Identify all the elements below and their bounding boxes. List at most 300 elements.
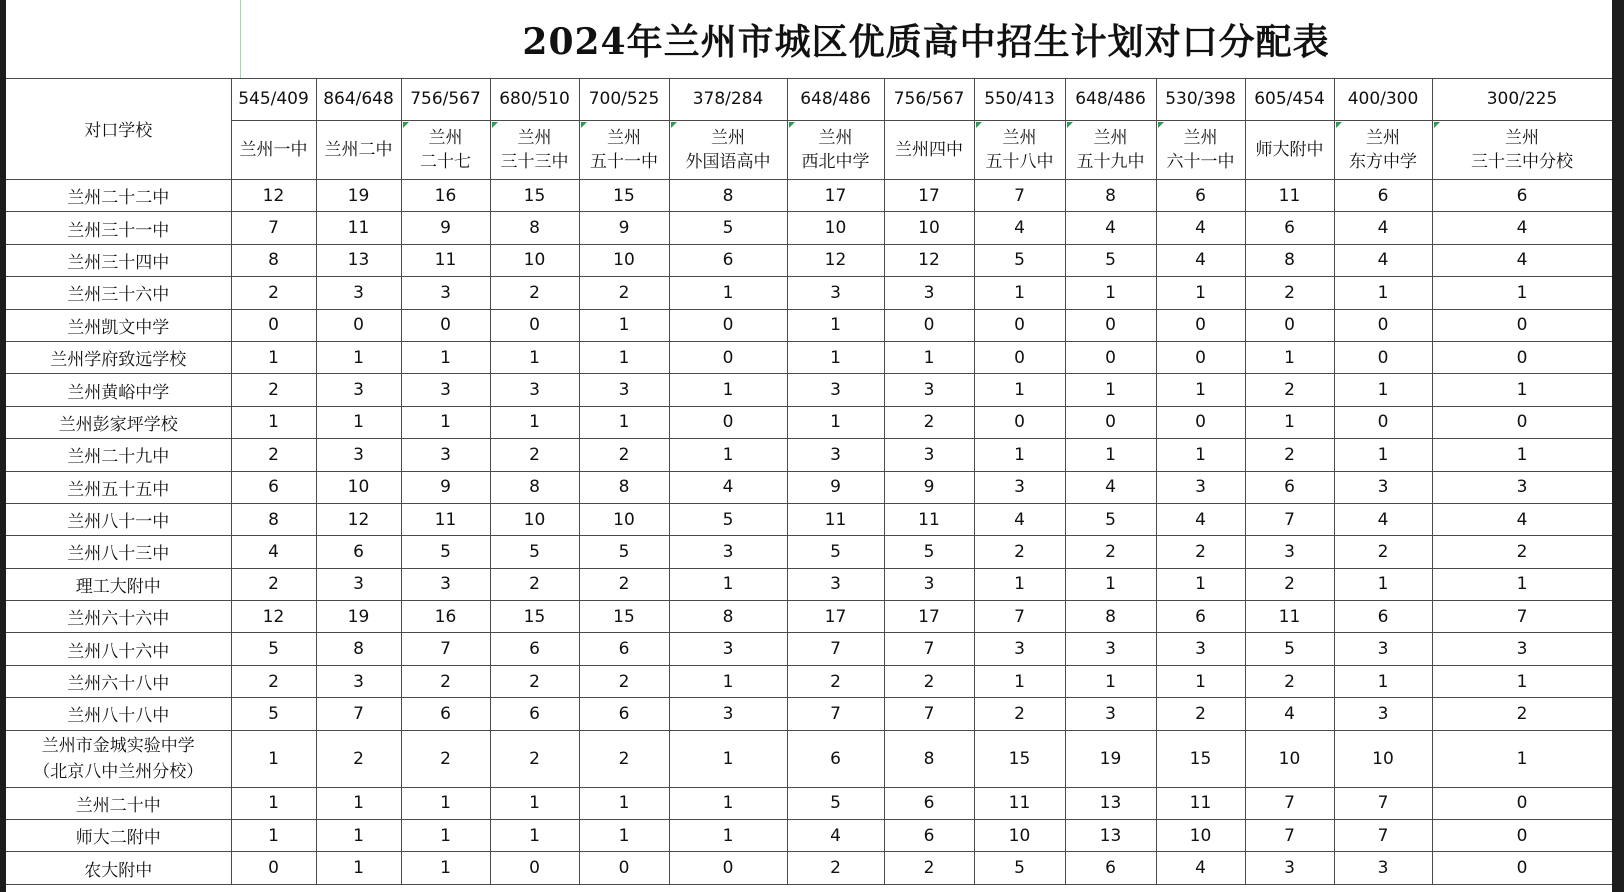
quota-cell[interactable]: 9: [579, 212, 669, 244]
quota-cell[interactable]: 0: [974, 309, 1065, 341]
quota-cell[interactable]: 4: [1432, 503, 1612, 535]
quota-cell[interactable]: 11: [401, 503, 490, 535]
quota-cell[interactable]: 17: [787, 180, 884, 212]
quota-cell[interactable]: 0: [1432, 406, 1612, 438]
quota-cell[interactable]: 5: [974, 852, 1065, 884]
quota-cell[interactable]: 0: [669, 852, 787, 884]
school-name-cell[interactable]: 兰州彭家坪学校: [6, 406, 231, 438]
school-name-header-cell[interactable]: [669, 121, 787, 180]
quota-cell[interactable]: 12: [884, 244, 974, 276]
quota-cell[interactable]: 10: [490, 503, 579, 535]
quota-cell[interactable]: 6: [1245, 471, 1334, 503]
quota-cell[interactable]: 5: [231, 698, 316, 730]
quota-cell[interactable]: 0: [401, 309, 490, 341]
quota-cell[interactable]: 3: [401, 374, 490, 406]
school-name-cell[interactable]: 兰州二十二中: [6, 180, 231, 212]
quota-cell[interactable]: 0: [1334, 406, 1432, 438]
quota-cell[interactable]: 3: [787, 568, 884, 600]
quota-cell[interactable]: 3: [316, 277, 401, 309]
quota-cell[interactable]: 3: [1156, 471, 1245, 503]
quota-cell[interactable]: 6: [1245, 212, 1334, 244]
quota-cell[interactable]: 4: [1432, 212, 1612, 244]
quota-cell[interactable]: 3: [1065, 633, 1156, 665]
quota-cell[interactable]: 3: [1245, 852, 1334, 884]
corner-header[interactable]: 对口学校: [6, 78, 231, 180]
quota-cell[interactable]: 1: [579, 787, 669, 819]
quota-cell[interactable]: 1: [1065, 277, 1156, 309]
school-name-cell[interactable]: 兰州三十四中: [6, 244, 231, 276]
quota-cell[interactable]: 6: [490, 698, 579, 730]
quota-cell[interactable]: 0: [1065, 309, 1156, 341]
quota-cell[interactable]: 4: [1334, 244, 1432, 276]
quota-cell[interactable]: 1: [1065, 665, 1156, 697]
quota-cell[interactable]: 10: [884, 212, 974, 244]
quota-cell[interactable]: 5: [579, 536, 669, 568]
quota-cell[interactable]: 10: [579, 244, 669, 276]
quota-cell[interactable]: 0: [1334, 309, 1432, 341]
quota-cell[interactable]: 5: [669, 503, 787, 535]
quota-cell[interactable]: 1: [490, 820, 579, 852]
quota-cell[interactable]: 2: [316, 730, 401, 787]
school-name-cell[interactable]: [6, 730, 231, 787]
quota-cell[interactable]: 1: [316, 341, 401, 373]
school-name-cell[interactable]: 兰州八十一中: [6, 503, 231, 535]
school-name-header-cell[interactable]: [1156, 121, 1245, 180]
quota-cell[interactable]: 1: [669, 665, 787, 697]
quota-cell[interactable]: 9: [884, 471, 974, 503]
quota-cell[interactable]: 1: [231, 787, 316, 819]
quota-cell[interactable]: 1: [1334, 568, 1432, 600]
quota-cell[interactable]: 13: [1065, 820, 1156, 852]
quota-cell[interactable]: 1: [1432, 439, 1612, 471]
quota-cell[interactable]: 1: [1156, 568, 1245, 600]
quota-cell[interactable]: 3: [669, 536, 787, 568]
quota-cell[interactable]: 8: [579, 471, 669, 503]
school-name-header-cell[interactable]: [974, 121, 1065, 180]
school-name-header-cell[interactable]: [1245, 121, 1334, 180]
quota-cell[interactable]: 7: [1334, 787, 1432, 819]
quota-cell[interactable]: 0: [1432, 820, 1612, 852]
quota-cell[interactable]: 11: [787, 503, 884, 535]
quota-cell[interactable]: 3: [1065, 698, 1156, 730]
quota-cell[interactable]: 7: [884, 698, 974, 730]
quota-cell[interactable]: 11: [401, 244, 490, 276]
quota-cell[interactable]: 2: [884, 852, 974, 884]
quota-cell[interactable]: 2: [974, 698, 1065, 730]
quota-cell[interactable]: 2: [884, 406, 974, 438]
quota-cell[interactable]: 3: [316, 439, 401, 471]
quota-cell[interactable]: 3: [1334, 471, 1432, 503]
quota-cell[interactable]: 3: [669, 633, 787, 665]
quota-cell[interactable]: 11: [1245, 180, 1334, 212]
quota-cell[interactable]: 8: [884, 730, 974, 787]
quota-cell[interactable]: 0: [231, 309, 316, 341]
school-name-cell[interactable]: 师大二附中: [6, 820, 231, 852]
quota-cell[interactable]: 4: [1156, 212, 1245, 244]
quota-cell[interactable]: 3: [787, 439, 884, 471]
quota-cell[interactable]: 17: [884, 180, 974, 212]
quota-cell[interactable]: 0: [1432, 309, 1612, 341]
quota-cell[interactable]: 6: [1065, 852, 1156, 884]
quota-cell[interactable]: 8: [316, 633, 401, 665]
quota-cell[interactable]: 17: [884, 601, 974, 633]
quota-cell[interactable]: 2: [1245, 439, 1334, 471]
quota-cell[interactable]: 4: [1334, 503, 1432, 535]
quota-cell[interactable]: 10: [1156, 820, 1245, 852]
quota-cell[interactable]: 9: [401, 471, 490, 503]
quota-cell[interactable]: 7: [1432, 601, 1612, 633]
quota-cell[interactable]: 9: [787, 471, 884, 503]
quota-cell[interactable]: 1: [1432, 730, 1612, 787]
quota-cell[interactable]: 5: [231, 633, 316, 665]
quota-cell[interactable]: 0: [490, 309, 579, 341]
quota-cell[interactable]: 6: [579, 633, 669, 665]
quota-cell[interactable]: 3: [1245, 536, 1334, 568]
quota-cell[interactable]: 4: [1432, 244, 1612, 276]
quota-cell[interactable]: 1: [974, 374, 1065, 406]
quota-cell[interactable]: 2: [1334, 536, 1432, 568]
quota-cell[interactable]: 0: [1156, 309, 1245, 341]
quota-cell[interactable]: 12: [316, 503, 401, 535]
quota-cell[interactable]: 1: [401, 406, 490, 438]
quota-cell[interactable]: 3: [401, 439, 490, 471]
quota-cell[interactable]: 1: [1245, 341, 1334, 373]
quota-cell[interactable]: 1: [1065, 439, 1156, 471]
quota-cell[interactable]: 3: [669, 698, 787, 730]
quota-cell[interactable]: 7: [787, 698, 884, 730]
quota-cell[interactable]: 19: [1065, 730, 1156, 787]
quota-cell[interactable]: 9: [401, 212, 490, 244]
quota-cell[interactable]: 12: [231, 180, 316, 212]
quota-cell[interactable]: 10: [490, 244, 579, 276]
quota-cell[interactable]: 7: [1245, 787, 1334, 819]
ratio-header-cell[interactable]: 864/648: [316, 78, 401, 121]
quota-cell[interactable]: 4: [231, 536, 316, 568]
quota-cell[interactable]: 5: [974, 244, 1065, 276]
quota-cell[interactable]: 3: [787, 374, 884, 406]
quota-cell[interactable]: 2: [1432, 698, 1612, 730]
quota-cell[interactable]: 8: [231, 244, 316, 276]
quota-cell[interactable]: 0: [974, 341, 1065, 373]
school-name-cell[interactable]: 兰州学府致远学校: [6, 341, 231, 373]
quota-cell[interactable]: 11: [316, 212, 401, 244]
quota-cell[interactable]: 3: [1432, 471, 1612, 503]
quota-cell[interactable]: 0: [1156, 406, 1245, 438]
quota-cell[interactable]: 1: [231, 820, 316, 852]
school-name-cell[interactable]: 农大附中: [6, 852, 231, 884]
quota-cell[interactable]: 4: [1065, 212, 1156, 244]
quota-cell[interactable]: 1: [1156, 374, 1245, 406]
quota-cell[interactable]: 3: [1334, 633, 1432, 665]
quota-cell[interactable]: 0: [231, 852, 316, 884]
quota-cell[interactable]: 4: [974, 503, 1065, 535]
ratio-header-cell[interactable]: 756/567: [884, 78, 974, 121]
quota-cell[interactable]: 2: [1156, 698, 1245, 730]
quota-cell[interactable]: 3: [974, 471, 1065, 503]
quota-cell[interactable]: 8: [1245, 244, 1334, 276]
quota-cell[interactable]: 2: [401, 665, 490, 697]
quota-cell[interactable]: 0: [579, 852, 669, 884]
quota-cell[interactable]: 1: [974, 439, 1065, 471]
quota-cell[interactable]: 4: [787, 820, 884, 852]
quota-cell[interactable]: 2: [231, 374, 316, 406]
quota-cell[interactable]: 1: [669, 277, 787, 309]
quota-cell[interactable]: 0: [1156, 341, 1245, 373]
school-name-cell[interactable]: 兰州八十六中: [6, 633, 231, 665]
quota-cell[interactable]: 2: [231, 568, 316, 600]
quota-cell[interactable]: 4: [1156, 503, 1245, 535]
ratio-header-cell[interactable]: 530/398: [1156, 78, 1245, 121]
quota-cell[interactable]: 1: [1334, 374, 1432, 406]
quota-cell[interactable]: 2: [787, 852, 884, 884]
ratio-header-cell[interactable]: 605/454: [1245, 78, 1334, 121]
quota-cell[interactable]: 1: [401, 852, 490, 884]
quota-cell[interactable]: 2: [1432, 536, 1612, 568]
quota-cell[interactable]: 5: [1065, 244, 1156, 276]
table-title[interactable]: 2024年兰州市城区优质高中招生计划对口分配表: [522, 20, 1330, 63]
quota-cell[interactable]: 3: [490, 374, 579, 406]
quota-cell[interactable]: 15: [579, 180, 669, 212]
quota-cell[interactable]: 3: [884, 568, 974, 600]
quota-cell[interactable]: 0: [1432, 341, 1612, 373]
quota-cell[interactable]: 11: [1156, 787, 1245, 819]
quota-cell[interactable]: 2: [1156, 536, 1245, 568]
quota-cell[interactable]: 2: [490, 439, 579, 471]
quota-cell[interactable]: 8: [669, 601, 787, 633]
quota-cell[interactable]: 0: [669, 309, 787, 341]
quota-cell[interactable]: 7: [1245, 820, 1334, 852]
quota-cell[interactable]: 2: [579, 439, 669, 471]
quota-cell[interactable]: 11: [1245, 601, 1334, 633]
quota-cell[interactable]: 2: [490, 277, 579, 309]
quota-cell[interactable]: 2: [490, 665, 579, 697]
quota-cell[interactable]: 8: [1065, 601, 1156, 633]
quota-cell[interactable]: 10: [579, 503, 669, 535]
quota-cell[interactable]: 4: [1065, 471, 1156, 503]
quota-cell[interactable]: 6: [1432, 180, 1612, 212]
quota-cell[interactable]: 8: [1065, 180, 1156, 212]
ratio-header-cell[interactable]: 378/284: [669, 78, 787, 121]
quota-cell[interactable]: 7: [974, 601, 1065, 633]
quota-cell[interactable]: 1: [490, 341, 579, 373]
quota-cell[interactable]: 10: [1245, 730, 1334, 787]
quota-cell[interactable]: 2: [490, 568, 579, 600]
quota-cell[interactable]: 2: [490, 730, 579, 787]
quota-cell[interactable]: 0: [1432, 787, 1612, 819]
quota-cell[interactable]: 2: [1245, 374, 1334, 406]
quota-cell[interactable]: 1: [231, 730, 316, 787]
quota-cell[interactable]: 7: [1334, 820, 1432, 852]
school-name-cell[interactable]: 兰州六十八中: [6, 665, 231, 697]
quota-cell[interactable]: 4: [1245, 698, 1334, 730]
quota-cell[interactable]: 15: [974, 730, 1065, 787]
quota-cell[interactable]: 8: [231, 503, 316, 535]
school-name-header-cell[interactable]: [231, 121, 316, 180]
quota-cell[interactable]: 15: [490, 180, 579, 212]
quota-cell[interactable]: 3: [884, 277, 974, 309]
quota-cell[interactable]: 1: [787, 341, 884, 373]
quota-cell[interactable]: 6: [1156, 601, 1245, 633]
quota-cell[interactable]: 1: [669, 439, 787, 471]
quota-cell[interactable]: 1: [884, 341, 974, 373]
quota-cell[interactable]: 6: [1334, 180, 1432, 212]
quota-cell[interactable]: 3: [1432, 633, 1612, 665]
quota-cell[interactable]: 16: [401, 601, 490, 633]
quota-cell[interactable]: 7: [884, 633, 974, 665]
quota-cell[interactable]: 2: [787, 665, 884, 697]
quota-cell[interactable]: 10: [1334, 730, 1432, 787]
quota-cell[interactable]: 2: [579, 277, 669, 309]
quota-cell[interactable]: 1: [490, 406, 579, 438]
school-name-cell[interactable]: 兰州二十九中: [6, 439, 231, 471]
ratio-header-cell[interactable]: 700/525: [579, 78, 669, 121]
quota-cell[interactable]: 1: [231, 406, 316, 438]
quota-cell[interactable]: 1: [1156, 277, 1245, 309]
school-name-cell[interactable]: 兰州三十六中: [6, 277, 231, 309]
quota-cell[interactable]: 4: [1156, 244, 1245, 276]
school-name-cell[interactable]: 兰州六十六中: [6, 601, 231, 633]
school-name-cell[interactable]: 理工大附中: [6, 568, 231, 600]
quota-cell[interactable]: 6: [316, 536, 401, 568]
ratio-header-cell[interactable]: 648/486: [1065, 78, 1156, 121]
quota-cell[interactable]: 4: [669, 471, 787, 503]
quota-cell[interactable]: 6: [579, 698, 669, 730]
school-name-header-cell[interactable]: [787, 121, 884, 180]
quota-cell[interactable]: 1: [974, 665, 1065, 697]
quota-cell[interactable]: 6: [669, 244, 787, 276]
quota-cell[interactable]: 5: [490, 536, 579, 568]
quota-cell[interactable]: 1: [579, 406, 669, 438]
quota-cell[interactable]: 1: [974, 568, 1065, 600]
quota-cell[interactable]: 0: [1334, 341, 1432, 373]
quota-cell[interactable]: 3: [316, 568, 401, 600]
quota-cell[interactable]: 1: [1065, 374, 1156, 406]
quota-cell[interactable]: 8: [490, 471, 579, 503]
ratio-header-cell[interactable]: 550/413: [974, 78, 1065, 121]
quota-cell[interactable]: 13: [316, 244, 401, 276]
ratio-header-cell[interactable]: 680/510: [490, 78, 579, 121]
quota-cell[interactable]: 3: [1334, 698, 1432, 730]
quota-cell[interactable]: 11: [974, 787, 1065, 819]
quota-cell[interactable]: 1: [316, 852, 401, 884]
quota-cell[interactable]: 1: [1432, 665, 1612, 697]
school-name-header-cell[interactable]: [884, 121, 974, 180]
quota-cell[interactable]: 19: [316, 601, 401, 633]
quota-cell[interactable]: 2: [579, 568, 669, 600]
quota-cell[interactable]: 5: [787, 787, 884, 819]
quota-cell[interactable]: 7: [974, 180, 1065, 212]
quota-cell[interactable]: 3: [974, 633, 1065, 665]
quota-cell[interactable]: 4: [1156, 852, 1245, 884]
quota-cell[interactable]: 1: [316, 787, 401, 819]
quota-cell[interactable]: 0: [884, 309, 974, 341]
quota-cell[interactable]: 1: [669, 568, 787, 600]
quota-cell[interactable]: 1: [1334, 439, 1432, 471]
quota-cell[interactable]: 0: [974, 406, 1065, 438]
quota-cell[interactable]: 1: [1334, 277, 1432, 309]
quota-cell[interactable]: 7: [1245, 503, 1334, 535]
quota-cell[interactable]: 1: [1065, 568, 1156, 600]
school-name-cell[interactable]: 兰州八十三中: [6, 536, 231, 568]
quota-cell[interactable]: 2: [1245, 665, 1334, 697]
quota-cell[interactable]: 3: [401, 568, 490, 600]
quota-cell[interactable]: 12: [231, 601, 316, 633]
quota-cell[interactable]: 1: [1334, 665, 1432, 697]
quota-cell[interactable]: 2: [579, 730, 669, 787]
quota-cell[interactable]: 3: [787, 277, 884, 309]
ratio-header-cell[interactable]: 545/409: [231, 78, 316, 121]
quota-cell[interactable]: 2: [231, 439, 316, 471]
quota-cell[interactable]: 11: [884, 503, 974, 535]
quota-cell[interactable]: 6: [1334, 601, 1432, 633]
quota-cell[interactable]: 6: [884, 820, 974, 852]
title-blank-cell[interactable]: [6, 0, 241, 78]
quota-cell[interactable]: 2: [1245, 568, 1334, 600]
quota-cell[interactable]: 5: [1245, 633, 1334, 665]
school-name-cell[interactable]: 兰州凯文中学: [6, 309, 231, 341]
quota-cell[interactable]: 0: [490, 852, 579, 884]
school-name-cell[interactable]: 兰州黄峪中学: [6, 374, 231, 406]
quota-cell[interactable]: 1: [401, 787, 490, 819]
quota-cell[interactable]: 1: [669, 820, 787, 852]
quota-cell[interactable]: 1: [669, 787, 787, 819]
quota-cell[interactable]: 0: [1245, 309, 1334, 341]
quota-cell[interactable]: 1: [787, 406, 884, 438]
quota-cell[interactable]: 0: [1432, 852, 1612, 884]
school-name-header-cell[interactable]: [1432, 121, 1612, 180]
quota-cell[interactable]: 2: [231, 665, 316, 697]
quota-cell[interactable]: 7: [231, 212, 316, 244]
quota-cell[interactable]: 8: [490, 212, 579, 244]
quota-cell[interactable]: 10: [316, 471, 401, 503]
quota-cell[interactable]: 1: [669, 730, 787, 787]
school-name-cell[interactable]: 兰州三十一中: [6, 212, 231, 244]
quota-cell[interactable]: 8: [669, 180, 787, 212]
quota-cell[interactable]: 0: [669, 341, 787, 373]
quota-cell[interactable]: 0: [316, 309, 401, 341]
school-name-header-cell[interactable]: [1334, 121, 1432, 180]
quota-cell[interactable]: 2: [1245, 277, 1334, 309]
quota-cell[interactable]: 2: [401, 730, 490, 787]
quota-cell[interactable]: 1: [401, 341, 490, 373]
quota-cell[interactable]: 1: [1245, 406, 1334, 438]
quota-cell[interactable]: 1: [401, 820, 490, 852]
quota-cell[interactable]: 16: [401, 180, 490, 212]
quota-cell[interactable]: 10: [974, 820, 1065, 852]
quota-cell[interactable]: 3: [316, 665, 401, 697]
quota-cell[interactable]: 1: [316, 820, 401, 852]
quota-cell[interactable]: 1: [1432, 568, 1612, 600]
quota-cell[interactable]: 1: [231, 341, 316, 373]
quota-cell[interactable]: 6: [401, 698, 490, 730]
quota-cell[interactable]: 15: [490, 601, 579, 633]
quota-cell[interactable]: 3: [579, 374, 669, 406]
quota-cell[interactable]: 5: [884, 536, 974, 568]
school-name-header-cell[interactable]: [490, 121, 579, 180]
quota-cell[interactable]: 1: [1432, 277, 1612, 309]
ratio-header-cell[interactable]: 756/567: [401, 78, 490, 121]
quota-cell[interactable]: 2: [579, 665, 669, 697]
quota-cell[interactable]: 5: [1065, 503, 1156, 535]
quota-cell[interactable]: 2: [1065, 536, 1156, 568]
school-name-header-cell[interactable]: [316, 121, 401, 180]
quota-cell[interactable]: 3: [884, 439, 974, 471]
quota-cell[interactable]: 2: [884, 665, 974, 697]
quota-cell[interactable]: 1: [316, 406, 401, 438]
quota-cell[interactable]: 2: [231, 277, 316, 309]
quota-cell[interactable]: 1: [579, 309, 669, 341]
school-name-header-cell[interactable]: [1065, 121, 1156, 180]
